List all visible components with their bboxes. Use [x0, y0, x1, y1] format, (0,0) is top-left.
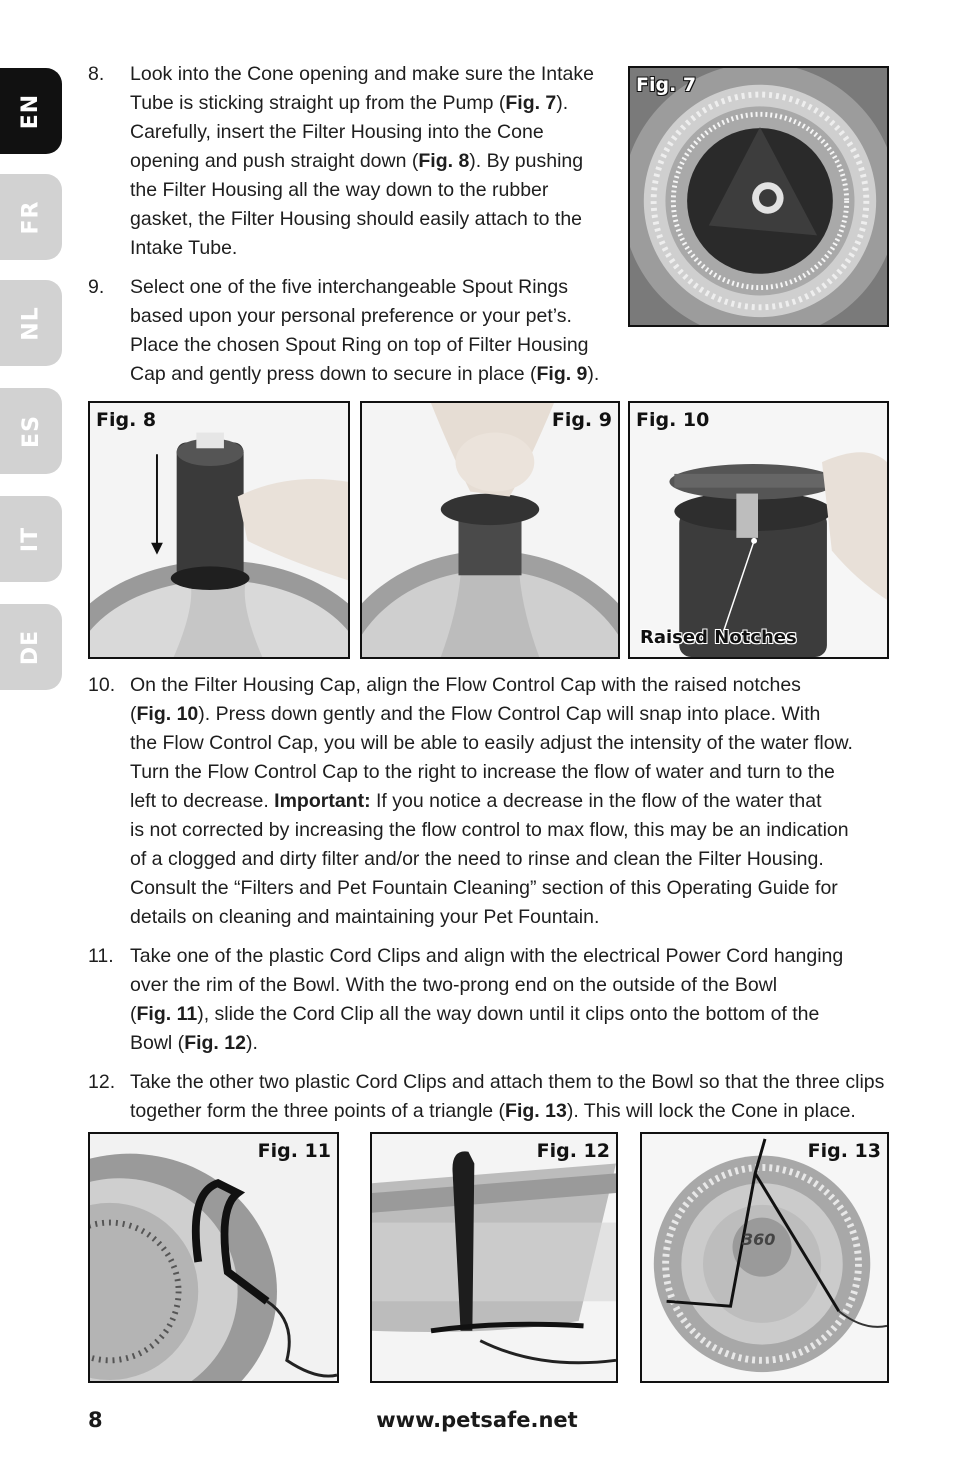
- text-line: Look into the Cone opening and make sure the Intake: [130, 63, 594, 85]
- text-line: together form the three points of a triangle (Fig. 13). This will lock the Cone in place.: [130, 1100, 856, 1122]
- bold-reference: Important:: [274, 790, 371, 812]
- step-text: [130, 273, 599, 389]
- text-line: left to decrease. Important: If you notice a decrease in the flow of the water that: [130, 790, 822, 812]
- tab-fr-label: FR: [18, 200, 44, 234]
- spout-ring-placement-photo: [362, 403, 618, 657]
- tab-en[interactable]: [0, 68, 62, 154]
- figure-8: [88, 401, 350, 659]
- text-line: details on cleaning and maintaining your Pet Fountain.: [130, 906, 600, 928]
- step-text: [130, 1068, 884, 1126]
- step-number: 9.: [88, 276, 105, 298]
- text-line: Tube is sticking straight up from the Pump (Fig. 7).: [130, 92, 569, 114]
- tab-nl[interactable]: [0, 280, 62, 366]
- step-text: [130, 942, 843, 1058]
- figure-label: Fig. 9: [551, 409, 612, 431]
- text-line: Consult the “Filters and Pet Fountain Cleaning” section of this Operating Guide for: [130, 877, 838, 899]
- step-number: 8.: [88, 63, 105, 85]
- bold-reference: Fig. 12: [184, 1032, 246, 1054]
- cord-clip-bottom-photo: [372, 1134, 616, 1381]
- tab-it-label: IT: [18, 526, 44, 552]
- figure-label: Fig. 8: [96, 409, 157, 431]
- tab-es[interactable]: [0, 388, 62, 474]
- footer-url: www.petsafe.net: [376, 1408, 578, 1432]
- figure-label: Fig. 13: [807, 1140, 881, 1162]
- bold-reference: Fig. 13: [505, 1100, 567, 1122]
- cord-clip-align-photo: [90, 1134, 337, 1381]
- text-line: over the rim of the Bowl. With the two-prong end on the outside of the Bowl: [130, 974, 778, 996]
- filter-housing-insert-photo: [90, 403, 348, 657]
- bold-reference: Fig. 7: [505, 92, 557, 114]
- text-line: Turn the Flow Control Cap to the right to increase the flow of water and turn to the: [130, 761, 835, 783]
- tab-it[interactable]: [0, 496, 62, 582]
- text-line: of a clogged and dirty filter and/or the need to rinse and clean the Filter Housing.: [130, 848, 824, 870]
- text-line: Cap and gently press down to secure in place (Fig. 9).: [130, 363, 600, 385]
- text-line: Take the other two plastic Cord Clips and attach them to the Bowl so that the three clips: [130, 1071, 885, 1093]
- text-line: the Flow Control Cap, you will be able to easily adjust the intensity of the water flow.: [130, 732, 853, 754]
- text-line: based upon your personal preference or your pet’s.: [130, 305, 572, 327]
- raised-notches-callout: Raised Notches: [640, 627, 797, 648]
- text-line: the Filter Housing all the way down to the rubber: [130, 179, 549, 201]
- text-line: (Fig. 11), slide the Cord Clip all the way down until it clips onto the bottom of the: [130, 1003, 820, 1025]
- fountain-cone-top-photo: [630, 68, 887, 325]
- figure-13: [640, 1132, 889, 1383]
- bold-reference: Fig. 11: [136, 1003, 198, 1025]
- tab-nl-label: NL: [18, 305, 44, 341]
- step-number: 10.: [88, 674, 116, 696]
- step-text: [130, 671, 853, 932]
- text-line: Take one of the plastic Cord Clips and align with the electrical Power Cord hanging: [130, 945, 844, 967]
- tab-de[interactable]: [0, 604, 62, 690]
- text-line: Intake Tube.: [130, 237, 238, 259]
- figure-7: [628, 66, 889, 327]
- tab-es-label: ES: [18, 414, 44, 448]
- figure-11: [88, 1132, 339, 1383]
- figure-label: Fig. 10: [636, 409, 710, 431]
- step-number: 12.: [88, 1071, 116, 1093]
- step-number: 11.: [88, 945, 114, 967]
- figure-12: [370, 1132, 618, 1383]
- flow-control-cap-photo: [630, 403, 887, 657]
- bold-reference: Fig. 9: [536, 363, 588, 385]
- fountain-top-view-photo: [642, 1134, 887, 1381]
- tab-fr[interactable]: [0, 174, 62, 260]
- figure-9: [360, 401, 620, 659]
- bold-reference: Fig. 8: [418, 150, 470, 172]
- figure-label: Fig. 11: [257, 1140, 331, 1162]
- text-line: Bowl (Fig. 12).: [130, 1032, 258, 1054]
- figure-label: Fig. 7: [636, 74, 697, 96]
- text-line: is not corrected by increasing the flow control to max flow, this may be an indication: [130, 819, 849, 841]
- step-text: [130, 60, 594, 263]
- petsafe-360-logo: 360: [742, 1230, 776, 1249]
- tab-de-label: DE: [18, 629, 44, 665]
- page-number: 8: [88, 1408, 103, 1432]
- text-line: (Fig. 10). Press down gently and the Flow Control Cap will snap into place. With: [130, 703, 821, 725]
- bold-reference: Fig. 10: [136, 703, 199, 725]
- text-line: gasket, the Filter Housing should easily attach to the: [130, 208, 583, 230]
- figure-10: [628, 401, 889, 659]
- text-line: Carefully, insert the Filter Housing into the Cone: [130, 121, 544, 143]
- tab-en-label: EN: [18, 93, 44, 129]
- text-line: Select one of the five interchangeable Spout Rings: [130, 276, 568, 298]
- figure-label: Fig. 12: [536, 1140, 610, 1162]
- text-line: On the Filter Housing Cap, align the Flow Control Cap with the raised notches: [130, 674, 801, 696]
- text-line: Place the chosen Spout Ring on top of Filter Housing: [130, 334, 589, 356]
- text-line: opening and push straight down (Fig. 8). By pushing: [130, 150, 584, 172]
